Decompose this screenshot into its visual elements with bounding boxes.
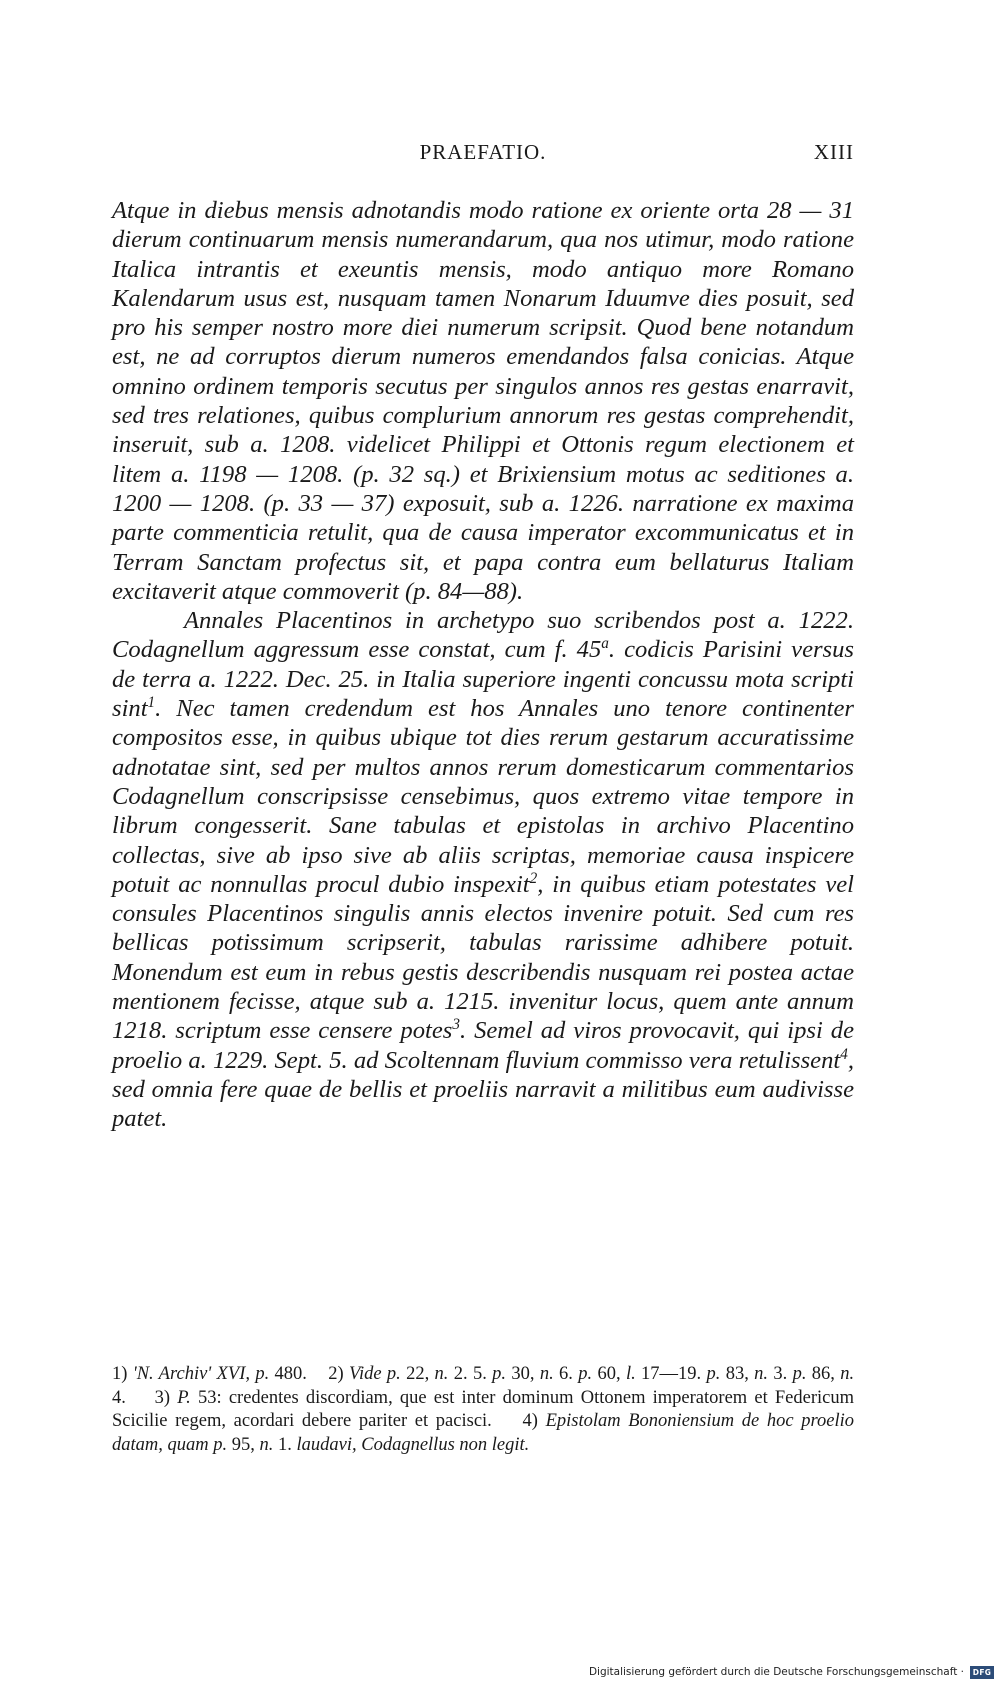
text-run: n.	[434, 1364, 449, 1384]
footnote-ref[interactable]: 4	[840, 1045, 848, 1063]
text-run: 3.	[768, 1364, 793, 1384]
text-run: laudavi, Codagnellus non legit.	[296, 1434, 530, 1455]
funding-credit: Digitalisierung gefördert durch die Deutsche Forschungsgemeinschaft ·	[588, 1666, 964, 1678]
text-run: 6.	[553, 1364, 579, 1384]
text-run: n.	[259, 1434, 274, 1455]
footnotes	[112, 1363, 854, 1457]
text-run: 2. 5.	[448, 1364, 493, 1384]
text-run: l.	[625, 1364, 636, 1384]
footnote-ref[interactable]: 1	[147, 693, 156, 711]
running-title: PRAEFATIO.	[419, 140, 547, 164]
paragraph	[112, 606, 854, 1133]
footnote-ref[interactable]: 2	[529, 869, 538, 887]
text-run: . codicis Parisini versus de terra a. 1222. Dec. 25. in Italia superiore ingenti concussu mota scripti sint	[112, 636, 855, 723]
paragraph: Atque in diebus mensis adnotandis modo ratione ex oriente orta 28 — 31 dierum continuarum mensis numerandarum, qua nos utimur, modo ratione Italica intrantis et exeuntis mensis, modo antiquo more Romano Kalendarum usus est, nusquam tamen Nonarum Iduumve dies posuit, sed pro his semper nostro more diei numerum scripsit. Quod bene notandum est, ne ad corruptos dierum numeros emendandos falsa conicias. Atque omnino ordinem temporis secutus per singulos annos res gestas enarravit, sed tres relationes, quibus complurium annorum res gestas comprehendit, inseruit, sub a. 1208. videlicet Philippi et Ottonis regum electionem et litem a. 1198 — 1208. (p. 32 sq.) et Brixiensium motus ac seditiones a. 1200 — 1208. (p. 33 — 37) exposuit, sub a. 1226. narratione ex maxima parte commenticia retulit, qua de causa imperator excommunicatus et in Terram Sanctam profectus sit, et papa contra eum bellaturus Italiam excitaverit atque commoverit (p. 84—88).	[112, 197, 854, 605]
text-run: p.	[578, 1364, 593, 1384]
text-run: n.	[840, 1364, 855, 1384]
footnote-block	[112, 1363, 854, 1457]
text-run: Annales Placentinos in archetypo suo scribendos post a. 1222. Codagnellum aggressum esse constat, cum f. 45	[112, 607, 854, 664]
superscript: a	[601, 635, 609, 653]
dfg-logo-icon: DFG	[970, 1666, 994, 1679]
body-text	[112, 196, 854, 1134]
text-run: p.	[706, 1364, 721, 1384]
page-header	[112, 140, 854, 174]
page-number: XIII	[813, 140, 854, 164]
text-run: 30,	[506, 1364, 540, 1384]
footnote-ref[interactable]: 3	[452, 1016, 460, 1034]
text-run: 86,	[806, 1364, 841, 1384]
text-run: . Semel ad viros provocavit, qui ipsi de proelio a. 1229. Sept. 5. ad Scoltennam fluvium commisso vera retulissent	[112, 1017, 855, 1074]
dfg-footer	[589, 1664, 994, 1680]
text-run: 17—19.	[635, 1364, 707, 1384]
text-run: 1.	[273, 1434, 297, 1455]
footnote-mark: 1)	[112, 1364, 128, 1384]
text-run: 4.	[112, 1387, 126, 1408]
text-run: n.	[754, 1364, 769, 1384]
text-run: p.	[792, 1364, 807, 1384]
text-run: Vide p.	[349, 1364, 401, 1384]
text-run: 480.	[269, 1364, 307, 1384]
text-run: 95,	[227, 1434, 260, 1455]
text-run: 83,	[720, 1364, 755, 1384]
text-run: n.	[539, 1364, 554, 1384]
text-run: p.	[492, 1364, 507, 1384]
text-run: 60,	[592, 1364, 626, 1384]
text-run: 22,	[400, 1364, 435, 1384]
footnote-mark: 4)	[522, 1411, 538, 1431]
text-run: Epistolam Bononiensium de hoc proelio datam, quam p.	[112, 1411, 855, 1455]
text-run: , sed omnia fere quae de bellis et proeliis narravit a militibus eum audivisse patet.	[112, 1046, 854, 1133]
text-run: 'N. Archiv' XVI, p.	[132, 1364, 270, 1384]
text-run: 53: credentes discordiam, que est inter dominum Ottonem imperatorem et Federicum Scicilie regem, acordari debere pariter et pacisci.	[112, 1387, 855, 1431]
text-run: P.	[177, 1387, 191, 1408]
footnote-mark: 3)	[154, 1387, 171, 1408]
text-run: . Nec tamen credendum est hos Annales uno tenore continenter compositos esse, in quibus ubique tot dies rerum gestarum accuratissime adnotatae sint, sed per multos annos rerum domesticarum commentarios Codagnellum conscripsisse censebimus, quos extremo vitae tempore in librum congesserit. Sane tabulas et epistolas in archivo Placentino collectas, sive ab ipso sive ab aliis scriptas, memoriae causa inspicere potuit ac nonnullas procul dubio inspexit	[112, 695, 854, 898]
text-run: , in quibus etiam potestates vel consules Placentinos singulis annis electos invenire potuit. Sed cum res bellicas potissimum scripserit, tabulas rarissime adhibere potuit. Monendum est eum in rebus gestis describendis nusquam rei postea actae mentionem fecisse, atque sub a. 1215. invenitur locus, quem ante annum 1218. scriptum esse censere potes	[112, 870, 854, 1045]
footnote-mark: 2)	[328, 1364, 344, 1384]
